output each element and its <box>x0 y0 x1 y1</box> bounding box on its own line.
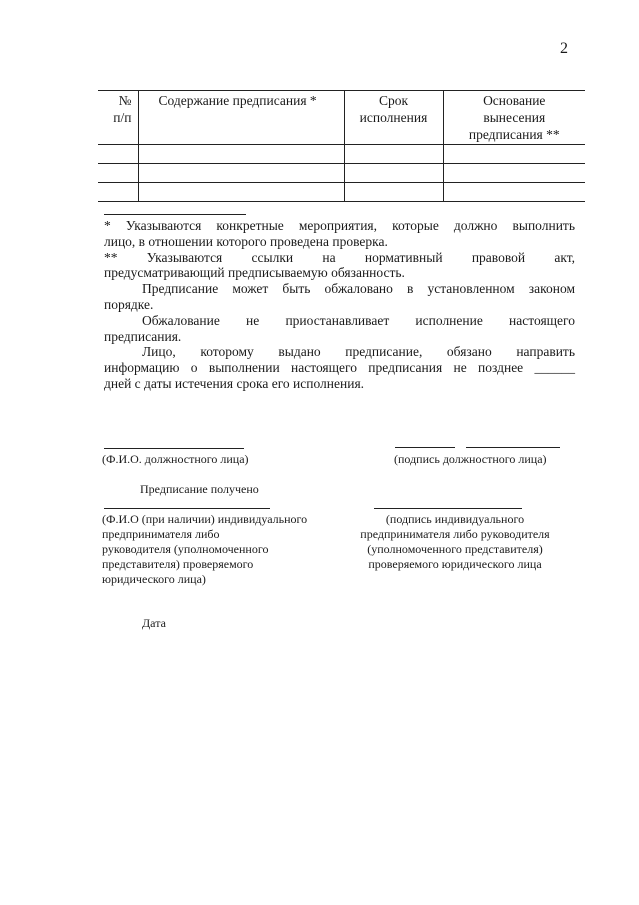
obligation-line-3: дней с даты истечения срока его исполнения. <box>104 375 365 391</box>
appeal-line-1: Предписание может быть обжаловано в установленном законом <box>142 281 575 297</box>
recipient-name-caption-line-2: предпринимателя либо <box>102 527 220 541</box>
official-name-caption: (Ф.И.О. должностного лица) <box>102 452 249 466</box>
table-cell <box>98 164 138 183</box>
table-cell <box>344 183 443 202</box>
table-cell <box>443 164 585 183</box>
recipient-name-line <box>104 508 270 509</box>
recipient-sign-caption-line-2: предпринимателя либо руководителя <box>360 527 550 541</box>
table-cell <box>138 145 344 164</box>
table-cell <box>344 145 443 164</box>
official-name-line <box>104 448 244 449</box>
header-deadline-label: Срок исполнения <box>359 93 428 125</box>
recipient-name-caption-line-4: представителя) проверяемого <box>102 557 254 571</box>
footnote-2-line-1: ** Указываются ссылки на нормативный правовой акт, <box>104 249 575 265</box>
table-cell <box>344 164 443 183</box>
appeal-line-2: порядке. <box>104 296 154 312</box>
table-row <box>98 164 585 183</box>
obligation-line-1: Лицо, которому выдано предписание, обязано направить <box>142 344 575 360</box>
header-number-label: № п/п <box>113 93 132 125</box>
table-header-row <box>98 91 585 145</box>
header-deadline <box>344 91 443 145</box>
footnote-separator <box>104 214 246 215</box>
footnotes <box>104 218 575 392</box>
date-label: Дата <box>142 616 166 630</box>
recipient-sign-caption-line-3: (уполномоченного представителя) <box>367 542 543 556</box>
footnote-2-line-2: предусматривающий предписываемую обязанность. <box>104 265 405 281</box>
official-sign-caption: (подпись должностного лица) <box>394 452 547 466</box>
header-basis-label: Основание вынесения предписания ** <box>468 93 560 142</box>
header-content-label: Содержание предписания * <box>158 93 317 108</box>
no-suspend-line-2: предписания. <box>104 328 182 344</box>
recipient-name-caption-line-3: руководителя (уполномоченного <box>102 542 269 556</box>
official-sign-line-b <box>466 447 560 448</box>
recipient-name-caption-line-5: юридического лица) <box>102 572 206 586</box>
recipient-sign-caption-line-1: (подпись индивидуального <box>385 512 525 526</box>
table-cell <box>98 145 138 164</box>
recipient-sign-caption <box>342 512 568 572</box>
table-row <box>98 145 585 164</box>
recipient-name-caption <box>102 512 307 587</box>
table-cell <box>443 145 585 164</box>
no-suspend-line-1: Обжалование не приостанавливает исполнение настоящего <box>142 312 575 328</box>
prescriptions-table <box>98 90 585 202</box>
table-cell <box>138 183 344 202</box>
footnote-1-line-1: * Указываются конкретные мероприятия, которые должно выполнить <box>104 218 575 233</box>
footnote-1-line-2: лицо, в отношении которого проведена проверка. <box>104 233 388 249</box>
recipient-name-caption-line-1: (Ф.И.О (при наличии) индивидуального <box>102 512 308 526</box>
recipient-sign-caption-line-4: проверяемого юридического лица <box>368 557 542 571</box>
table-cell <box>443 183 585 202</box>
table-cell <box>98 183 138 202</box>
table-row <box>98 183 585 202</box>
header-content <box>138 91 344 145</box>
recipient-sign-line <box>374 508 522 509</box>
obligation-line-2: информацию о выполнении настоящего предписания не позднее ______ <box>104 360 575 376</box>
received-label: Предписание получено <box>140 482 259 496</box>
header-number <box>98 91 138 145</box>
page-number: 2 <box>560 40 568 57</box>
table-cell <box>138 164 344 183</box>
header-basis <box>443 91 585 145</box>
official-sign-line-a <box>395 447 455 448</box>
